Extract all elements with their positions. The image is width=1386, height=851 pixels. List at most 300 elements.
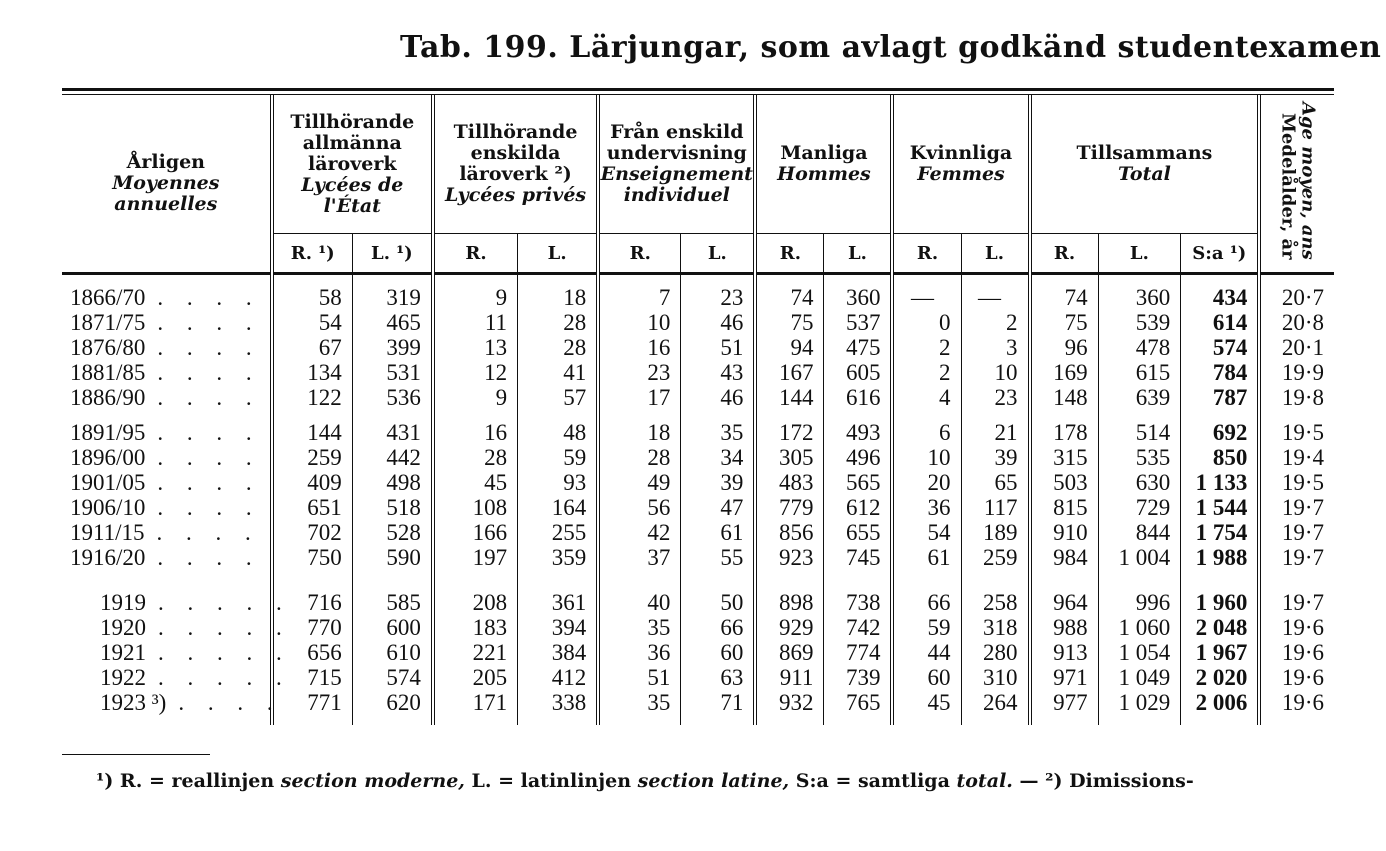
cell-value: 305 xyxy=(755,445,824,470)
leader-dots: . . . . . xyxy=(158,640,291,665)
spacer-cell xyxy=(1181,570,1260,580)
cell-value: 144 xyxy=(755,385,824,410)
spacer-cell xyxy=(681,274,756,286)
spacer-cell xyxy=(62,410,272,420)
spacer-cell xyxy=(1030,715,1099,725)
leader-dots: . . . . xyxy=(157,495,261,520)
cell-value: 221 xyxy=(433,640,518,665)
cell-value: 10 xyxy=(598,310,681,335)
footnote xyxy=(96,770,1194,792)
spacer-cell xyxy=(352,274,433,286)
cell-value: 750 xyxy=(272,545,353,570)
cell-value: 45 xyxy=(433,470,518,495)
header-allm-fr1: Lycées de xyxy=(301,173,404,196)
cell-value: 71 xyxy=(681,690,756,715)
spacer-cell xyxy=(272,580,353,590)
cell-value: 442 xyxy=(352,445,433,470)
spacer-cell xyxy=(62,715,272,725)
row-period xyxy=(62,665,291,690)
cell-value: 167 xyxy=(755,360,824,385)
cell-value: 779 xyxy=(755,495,824,520)
cell-value: 929 xyxy=(755,615,824,640)
cell-value: 108 xyxy=(433,495,518,520)
cell-value: 630 xyxy=(1098,470,1181,495)
cell-value: 923 xyxy=(755,545,824,570)
cell-value: 19·7 xyxy=(1259,590,1334,615)
header-allm-l3: läroverk xyxy=(308,152,397,175)
header-manliga-fr: Hommes xyxy=(777,163,871,185)
cell-value: 774 xyxy=(824,640,893,665)
cell-value: 869 xyxy=(755,640,824,665)
spacer-cell xyxy=(518,570,599,580)
cell-value: 20 xyxy=(892,470,961,495)
cell-value: 531 xyxy=(352,360,433,385)
cell-value: 60 xyxy=(681,640,756,665)
cell-value: 23 xyxy=(681,285,756,310)
spacer-cell xyxy=(1030,410,1099,420)
cell-value: 655 xyxy=(824,520,893,545)
row-period xyxy=(62,470,272,495)
cell-value: 716 xyxy=(272,590,353,615)
footnote-part-g: — ²) Dimissions- xyxy=(1019,770,1194,792)
cell-value: 74 xyxy=(755,285,824,310)
cell-value: 0 xyxy=(892,310,961,335)
row-period xyxy=(62,385,272,410)
header-ensk-l3: läroverk ²) xyxy=(459,163,572,185)
header-row-main xyxy=(62,95,1334,234)
row-period xyxy=(62,520,272,545)
cell-value: 189 xyxy=(961,520,1030,545)
footnote-part-c: L. = latinlinjen xyxy=(471,770,632,792)
table-row xyxy=(62,360,1334,385)
footnote-part-d: section latine, xyxy=(637,770,790,792)
cell-value: 264 xyxy=(961,690,1030,715)
cell-value: 483 xyxy=(755,470,824,495)
leader-dots: . . . . xyxy=(157,470,261,495)
cell-value: 28 xyxy=(598,445,681,470)
cell-value: 996 xyxy=(1098,590,1181,615)
table-row xyxy=(62,665,1334,690)
spacer-cell xyxy=(1030,570,1099,580)
spacer-cell xyxy=(824,410,893,420)
cell-value: 565 xyxy=(824,470,893,495)
table-body xyxy=(62,274,1334,726)
cell-value: 898 xyxy=(755,590,824,615)
cell-value: 51 xyxy=(681,335,756,360)
cell-value: 17 xyxy=(598,385,681,410)
row-period xyxy=(62,335,272,360)
spacer-cell xyxy=(755,570,824,580)
header-medelalder xyxy=(1259,95,1334,274)
footnote-part-e: S:a = samtliga xyxy=(795,770,950,792)
cell-value: 197 xyxy=(433,545,518,570)
cell-value: 56 xyxy=(598,495,681,520)
cell-value: 475 xyxy=(824,335,893,360)
cell-value: 178 xyxy=(1030,420,1099,445)
cell-value: 21 xyxy=(961,420,1030,445)
cell-value: 48 xyxy=(518,420,599,445)
spacer-cell xyxy=(755,580,824,590)
period-label: 1886/90 xyxy=(70,385,146,410)
row-period xyxy=(62,690,282,715)
cell-value: 620 xyxy=(352,690,433,715)
sub-l-allm: L. ¹) xyxy=(352,234,433,274)
cell-value: 12 xyxy=(433,360,518,385)
cell-value: 75 xyxy=(755,310,824,335)
leader-dots: . . . . xyxy=(157,545,261,570)
header-enskild-undervisning xyxy=(598,95,755,234)
cell-value: 1 049 xyxy=(1098,665,1181,690)
cell-value: 856 xyxy=(755,520,824,545)
spacer-cell xyxy=(961,274,1030,286)
cell-value: 61 xyxy=(681,520,756,545)
cell-value: 2 006 xyxy=(1181,690,1260,715)
sub-r-ensk: R. xyxy=(433,234,518,274)
cell-value: 18 xyxy=(518,285,599,310)
cell-value: 280 xyxy=(961,640,1030,665)
header-tillsammans-fr: Total xyxy=(1117,163,1171,185)
row-period xyxy=(62,420,272,445)
period-label: 1906/10 xyxy=(70,495,146,520)
period-label: 1901/05 xyxy=(70,470,146,495)
cell-value: 2 xyxy=(892,335,961,360)
cell-value: 496 xyxy=(824,445,893,470)
spacer-cell xyxy=(824,274,893,286)
cell-value: 771 xyxy=(272,690,353,715)
cell-value: 6 xyxy=(892,420,961,445)
cell-value: 537 xyxy=(824,310,893,335)
cell-value: 850 xyxy=(1181,445,1260,470)
spacer-cell xyxy=(1098,410,1181,420)
cell-value: 19·6 xyxy=(1259,665,1334,690)
cell-value: 134 xyxy=(272,360,353,385)
cell-value: 394 xyxy=(518,615,599,640)
header-allm-l2: allmänna xyxy=(302,131,402,154)
cell-value: 359 xyxy=(518,545,599,570)
spacer-cell xyxy=(1259,410,1334,420)
top-rule xyxy=(62,88,1334,91)
cell-value: 434 xyxy=(1181,285,1260,310)
header-manliga-sv: Manliga xyxy=(780,142,868,164)
footnote-part-a: ¹) R. = reallinjen xyxy=(96,770,275,792)
row-period xyxy=(62,495,272,520)
cell-value: 574 xyxy=(1181,335,1260,360)
cell-value: 47 xyxy=(681,495,756,520)
table-title: Tab. 199. Lärjungar, som avlagt godkänd studentexamen xyxy=(400,30,1382,65)
spacer-cell xyxy=(62,580,272,590)
cell-value: — xyxy=(961,285,1030,310)
cell-value: 478 xyxy=(1098,335,1181,360)
cell-value: 360 xyxy=(824,285,893,310)
leader-dots: . . . . xyxy=(156,520,260,545)
spacer-cell xyxy=(518,580,599,590)
cell-value: 971 xyxy=(1030,665,1099,690)
sub-r-allm: R. ¹) xyxy=(272,234,353,274)
cell-value: 67 xyxy=(272,335,353,360)
table-row xyxy=(62,385,1334,410)
leader-dots: . . . . xyxy=(157,310,261,335)
header-enskund-fr1: Enseignement xyxy=(600,163,753,185)
cell-value: 171 xyxy=(433,690,518,715)
spacer-cell xyxy=(352,410,433,420)
spacer-cell xyxy=(598,715,681,725)
cell-value: 431 xyxy=(352,420,433,445)
cell-value: 43 xyxy=(681,360,756,385)
cell-value: 4 xyxy=(892,385,961,410)
footnote-part-f: total. xyxy=(956,770,1013,792)
spacer-cell xyxy=(1259,715,1334,725)
cell-value: 2 xyxy=(961,310,1030,335)
cell-value: 19·4 xyxy=(1259,445,1334,470)
row-period xyxy=(62,310,272,335)
sub-l-enskund: L. xyxy=(681,234,756,274)
sub-r-manliga: R. xyxy=(755,234,824,274)
spacer-cell xyxy=(433,580,518,590)
cell-value: 50 xyxy=(681,590,756,615)
cell-value: 37 xyxy=(598,545,681,570)
spacer-cell xyxy=(1259,570,1334,580)
cell-value: 19·7 xyxy=(1259,545,1334,570)
leader-dots: . . . . . xyxy=(158,590,291,615)
header-allmanna xyxy=(272,95,433,234)
spacer-cell xyxy=(1259,580,1334,590)
cell-value: 19·5 xyxy=(1259,470,1334,495)
cell-value: 19·6 xyxy=(1259,615,1334,640)
sub-l-ensk: L. xyxy=(518,234,599,274)
cell-value: 360 xyxy=(1098,285,1181,310)
cell-value: 60 xyxy=(892,665,961,690)
cell-value: 65 xyxy=(961,470,1030,495)
cell-value: 19·9 xyxy=(1259,360,1334,385)
cell-value: 74 xyxy=(1030,285,1099,310)
cell-value: 35 xyxy=(681,420,756,445)
period-label: 1911/15 xyxy=(70,520,145,545)
cell-value: 910 xyxy=(1030,520,1099,545)
spacer-cell xyxy=(1098,580,1181,590)
table-row xyxy=(62,590,1334,615)
spacer-row xyxy=(62,715,1334,725)
cell-value: 605 xyxy=(824,360,893,385)
row-period xyxy=(62,640,291,665)
cell-value: 465 xyxy=(352,310,433,335)
cell-value: 409 xyxy=(272,470,353,495)
cell-value: 20·8 xyxy=(1259,310,1334,335)
cell-value: 412 xyxy=(518,665,599,690)
spacer-cell xyxy=(1181,410,1260,420)
cell-value: 172 xyxy=(755,420,824,445)
cell-value: 1 967 xyxy=(1181,640,1260,665)
cell-value: 40 xyxy=(598,590,681,615)
cell-value: 42 xyxy=(598,520,681,545)
period-label: 1891/95 xyxy=(70,420,146,445)
table-row xyxy=(62,690,1334,715)
cell-value: 738 xyxy=(824,590,893,615)
cell-value: 57 xyxy=(518,385,599,410)
cell-value: 166 xyxy=(433,520,518,545)
table-row xyxy=(62,335,1334,360)
header-ensk-l2: enskilda xyxy=(470,142,561,164)
cell-value: 503 xyxy=(1030,470,1099,495)
cell-value: 2 xyxy=(892,360,961,385)
cell-value: 36 xyxy=(598,640,681,665)
cell-value: 45 xyxy=(892,690,961,715)
cell-value: 977 xyxy=(1030,690,1099,715)
period-label: 1919 xyxy=(100,590,146,615)
cell-value: 41 xyxy=(518,360,599,385)
cell-value: 787 xyxy=(1181,385,1260,410)
cell-value: 639 xyxy=(1098,385,1181,410)
cell-value: 539 xyxy=(1098,310,1181,335)
spacer-cell xyxy=(824,580,893,590)
cell-value: 19·6 xyxy=(1259,640,1334,665)
spacer-cell xyxy=(352,570,433,580)
cell-value: 58 xyxy=(272,285,353,310)
spacer-cell xyxy=(62,570,272,580)
period-label: 1921 xyxy=(100,640,146,665)
header-enskund-l1: Från enskild xyxy=(610,121,744,143)
spacer-cell xyxy=(961,410,1030,420)
header-manliga xyxy=(755,95,892,234)
cell-value: 54 xyxy=(272,310,353,335)
spacer-cell xyxy=(62,274,272,286)
cell-value: 255 xyxy=(518,520,599,545)
spacer-cell xyxy=(598,570,681,580)
cell-value: 258 xyxy=(961,590,1030,615)
cell-value: 39 xyxy=(961,445,1030,470)
spacer-cell xyxy=(755,715,824,725)
cell-value: 19·6 xyxy=(1259,690,1334,715)
period-label: 1922 xyxy=(100,665,146,690)
spacer-row xyxy=(62,580,1334,590)
cell-value: 34 xyxy=(681,445,756,470)
cell-value: 66 xyxy=(892,590,961,615)
cell-value: 259 xyxy=(961,545,1030,570)
leader-dots: . . . . xyxy=(157,360,261,385)
leader-dots: . . . . . xyxy=(158,665,291,690)
cell-value: 1 754 xyxy=(1181,520,1260,545)
cell-value: 9 xyxy=(433,385,518,410)
header-medel-sv: Medelålder, år xyxy=(1277,113,1299,260)
cell-value: 3 xyxy=(961,335,1030,360)
cell-value: 384 xyxy=(518,640,599,665)
cell-value: 844 xyxy=(1098,520,1181,545)
header-enskilda xyxy=(433,95,598,234)
table-row xyxy=(62,470,1334,495)
leader-dots: . . . . . xyxy=(158,615,291,640)
cell-value: 205 xyxy=(433,665,518,690)
cell-value: 259 xyxy=(272,445,353,470)
cell-value: — xyxy=(892,285,961,310)
cell-value: 585 xyxy=(352,590,433,615)
spacer-cell xyxy=(961,570,1030,580)
spacer-row xyxy=(62,570,1334,580)
cell-value: 518 xyxy=(352,495,433,520)
spacer-cell xyxy=(1030,274,1099,286)
spacer-cell xyxy=(1098,274,1181,286)
cell-value: 28 xyxy=(433,445,518,470)
spacer-cell xyxy=(892,715,961,725)
header-enskund-l2: undervisning xyxy=(606,142,747,164)
cell-value: 20·7 xyxy=(1259,285,1334,310)
cell-value: 600 xyxy=(352,615,433,640)
spacer-cell xyxy=(1181,274,1260,286)
spacer-cell xyxy=(272,274,353,286)
cell-value: 612 xyxy=(824,495,893,520)
cell-value: 35 xyxy=(598,690,681,715)
cell-value: 770 xyxy=(272,615,353,640)
cell-value: 148 xyxy=(1030,385,1099,410)
spacer-cell xyxy=(433,274,518,286)
cell-value: 745 xyxy=(824,545,893,570)
spacer-cell xyxy=(681,580,756,590)
cell-value: 28 xyxy=(518,335,599,360)
sub-l-kvinnliga: L. xyxy=(961,234,1030,274)
cell-value: 498 xyxy=(352,470,433,495)
period-label: 1923 ³) xyxy=(100,690,167,715)
cell-value: 39 xyxy=(681,470,756,495)
spacer-cell xyxy=(961,580,1030,590)
spacer-cell xyxy=(755,410,824,420)
cell-value: 59 xyxy=(518,445,599,470)
cell-value: 1 060 xyxy=(1098,615,1181,640)
cell-value: 742 xyxy=(824,615,893,640)
spacer-cell xyxy=(755,274,824,286)
cell-value: 493 xyxy=(824,420,893,445)
cell-value: 984 xyxy=(1030,545,1099,570)
spacer-cell xyxy=(824,715,893,725)
cell-value: 610 xyxy=(352,640,433,665)
cell-value: 1 988 xyxy=(1181,545,1260,570)
table-row xyxy=(62,545,1334,570)
header-kvinnliga-sv: Kvinnliga xyxy=(909,142,1013,164)
cell-value: 514 xyxy=(1098,420,1181,445)
spacer-cell xyxy=(598,274,681,286)
header-allm-l1: Tillhörande xyxy=(290,110,415,133)
table-row xyxy=(62,615,1334,640)
spacer-cell xyxy=(272,715,353,725)
cell-value: 2 020 xyxy=(1181,665,1260,690)
cell-value: 19·7 xyxy=(1259,520,1334,545)
spacer-cell xyxy=(352,580,433,590)
cell-value: 10 xyxy=(961,360,1030,385)
spacer-cell xyxy=(433,570,518,580)
cell-value: 535 xyxy=(1098,445,1181,470)
row-period xyxy=(62,545,272,570)
cell-value: 318 xyxy=(961,615,1030,640)
cell-value: 75 xyxy=(1030,310,1099,335)
spacer-cell xyxy=(1259,274,1334,286)
cell-value: 35 xyxy=(598,615,681,640)
period-label: 1871/75 xyxy=(70,310,146,335)
cell-value: 715 xyxy=(272,665,353,690)
cell-value: 932 xyxy=(755,690,824,715)
cell-value: 651 xyxy=(272,495,353,520)
spacer-cell xyxy=(272,410,353,420)
cell-value: 656 xyxy=(272,640,353,665)
spacer-cell xyxy=(518,410,599,420)
cell-value: 692 xyxy=(1181,420,1260,445)
cell-value: 784 xyxy=(1181,360,1260,385)
cell-value: 536 xyxy=(352,385,433,410)
cell-value: 7 xyxy=(598,285,681,310)
cell-value: 208 xyxy=(433,590,518,615)
cell-value: 164 xyxy=(518,495,599,520)
cell-value: 1 133 xyxy=(1181,470,1260,495)
cell-value: 1 960 xyxy=(1181,590,1260,615)
leader-dots: . . . . xyxy=(178,690,282,715)
spacer-cell xyxy=(1098,570,1181,580)
cell-value: 1 004 xyxy=(1098,545,1181,570)
